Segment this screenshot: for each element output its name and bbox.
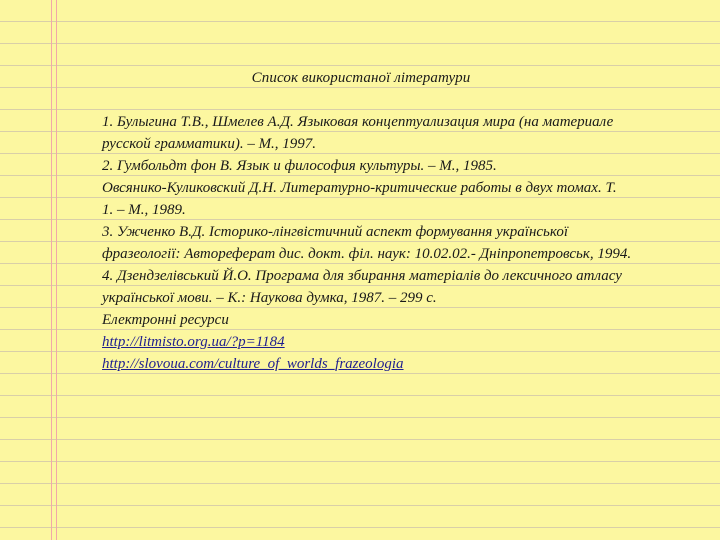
reference-line: Овсянико-Куликовский Д.Н. Литературно-критические работы в двух томах. Т.	[102, 180, 617, 196]
reference-line: української мови. – К.: Наукова думка, 1987. – 299 с.	[102, 290, 437, 306]
slide-title	[0, 70, 720, 87]
reference-line: 1. Булыгина Т.В., Шмелев А.Д. Языковая концептуализация мира (на материале	[102, 114, 614, 130]
reference-line: 3. Ужченко В.Д. Історико-лінгвістичний аспект формування української	[102, 224, 568, 240]
reference-line: 1. – М., 1989.	[102, 202, 186, 218]
resource-link-slovoua[interactable]: http://slovoua.com/culture_of_worlds_frazeologia	[102, 356, 404, 372]
reference-line: фразеології: Автореферат дис. докт. філ. наук: 10.02.02.- Дніпропетровськ, 1994.	[102, 246, 632, 262]
resource-link-litmisto[interactable]: http://litmisto.org.ua/?p=1184	[102, 334, 285, 350]
reference-line: русской грамматики). – М., 1997.	[102, 136, 317, 152]
reference-list	[102, 111, 682, 375]
electronic-resources-heading: Електронні ресурси	[102, 312, 229, 328]
title-text: Список використаної літератури	[251, 70, 471, 86]
reference-line: 2. Гумбольдт фон В. Язык и философия культуры. – М., 1985.	[102, 158, 497, 174]
reference-line: 4. Дзендзелівський Й.О. Програма для збирання матеріалів до лексичного атласу	[102, 268, 622, 284]
